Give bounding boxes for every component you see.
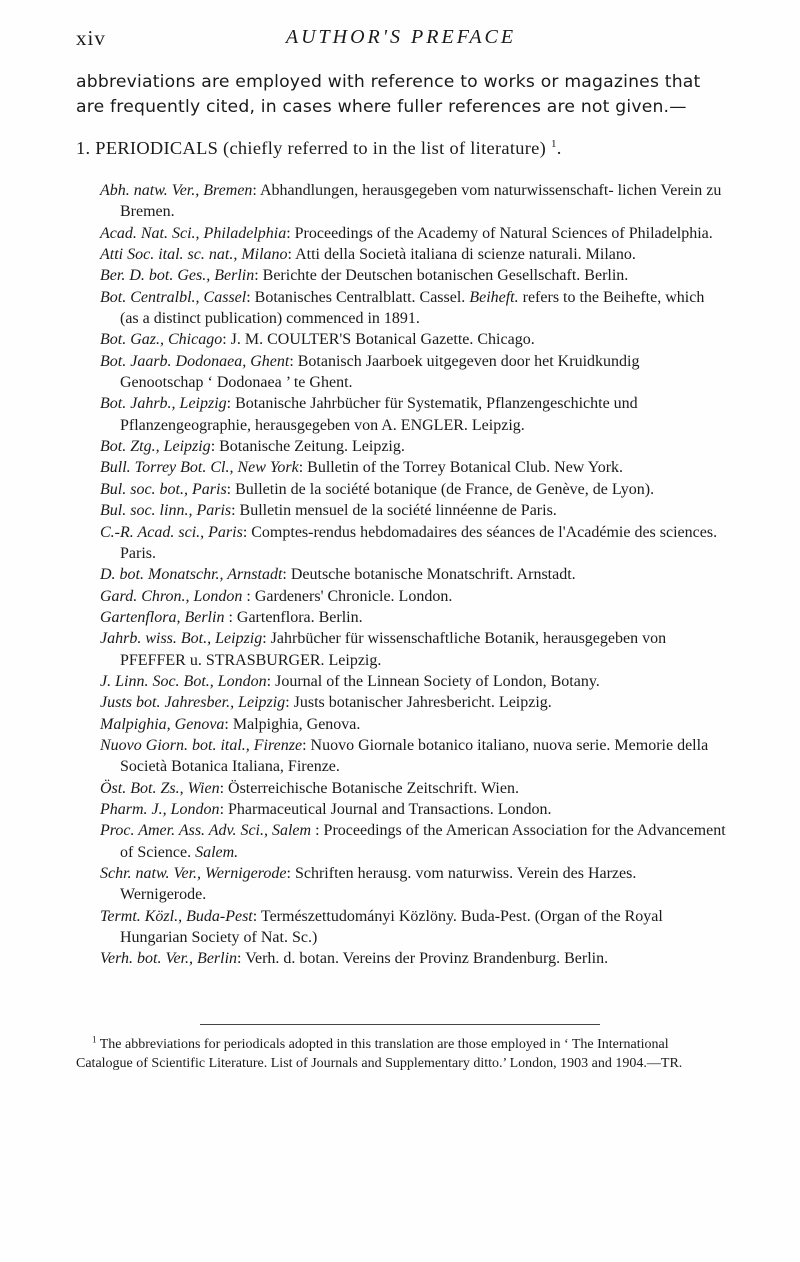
entry-bull-torrey: Bull. Torrey Bot. Cl., New York: Bulletin of the Torrey Botanical Club. New York. — [100, 459, 624, 477]
page-number: xiv — [76, 26, 106, 50]
entry-bul-soc-bot: Bul. soc. bot., Paris: Bulletin de la société botanique (de France, de Genève, de Lyon). — [100, 480, 655, 498]
entry-gard-chron: Gard. Chron., London : Gardeners' Chronicle. London. — [100, 587, 453, 605]
entry-schr-natw-ver: Schr. natw. Ver., Wernigerode: Schriften herausg. vom naturwiss. Verein des Harzes. Wernigerode. — [100, 865, 637, 904]
entry-bot-jaarb: Bot. Jaarb. Dodonaea, Ghent: Botanisch Jaarboek uitgegeven door het Kruidkundig Genootschap ‘ Dodonaea ’ te Ghent. — [100, 352, 640, 392]
entry-atti-soc-ital: Atti Soc. ital. sc. nat., Milano: Atti della Società italiana di scienze naturali. Milano. — [100, 246, 636, 264]
entry-justs-bot-jahresber: Justs bot. Jahresber., Leipzig: Justs botanischer Jahresbericht. Leipzig. — [100, 694, 552, 712]
entry-proc-amer-ass: Proc. Amer. Ass. Adv. Sci., Salem : Proceedings of the American Association for the Advancement of Science. Salem. — [100, 822, 726, 861]
page-header — [76, 26, 726, 56]
periodicals-list — [100, 180, 726, 970]
intro-paragraph: abbreviations are employed with reference to works or magazines that are frequently cited, in cases where fuller references are not given.— — [76, 72, 701, 117]
running-title: AUTHOR'S PREFACE — [285, 26, 517, 48]
footnote-number: 1 — [92, 1034, 97, 1045]
section-heading — [76, 136, 726, 160]
entry-termt-kozl: Termt. Közl., Buda-Pest: Természettudományi Közlöny. Buda-Pest. (Organ of the Royal Hungarian Society of Nat. Sc.) — [100, 907, 663, 947]
entry-bul-soc-linn: Bul. soc. linn., Paris: Bulletin mensuel de la société linnéenne de Paris. — [100, 502, 557, 520]
footnote-text: The abbreviations for periodicals adopted in this translation are those employed in ‘ The International Catalogue of Scientific Literature. List of Journals and Supplementary ditto.’ London, 1903 and 1904.—TR. — [76, 1037, 683, 1071]
entry-verh-bot-ver: Verh. bot. Ver., Berlin: Verh. d. botan. Vereins der Provinz Brandenburg. Berlin. — [100, 950, 609, 968]
entry-bot-ztg: Bot. Ztg., Leipzig: Botanische Zeitung. Leipzig. — [100, 438, 405, 456]
entry-bot-centralbl: Bot. Centralbl., Cassel: Botanisches Centralblatt. Cassel. Beiheft. refers to the Beihefte, which (as a distinct publication) commenced in 1891. — [100, 288, 705, 328]
section-heading-text: 1. PERIODICALS (chiefly referred to in the list of literature) — [76, 138, 547, 158]
footnote — [76, 1036, 726, 1073]
entry-j-linn-soc: J. Linn. Soc. Bot., London: Journal of the Linnean Society of London, Botany. — [100, 672, 600, 690]
entry-pharm-j: Pharm. J., London: Pharmaceutical Journal and Transactions. London. — [100, 800, 552, 818]
entry-gartenflora: Gartenflora, Berlin : Gartenflora. Berlin. — [100, 608, 363, 626]
entry-d-bot-monatschr: D. bot. Monatschr., Arnstadt: Deutsche botanische Monatschrift. Arnstadt. — [100, 566, 576, 584]
entry-ost-bot-zs: Öst. Bot. Zs., Wien: Österreichische Botanische Zeitschrift. Wien. — [100, 779, 519, 797]
entry-jahrb-wiss-bot: Jahrb. wiss. Bot., Leipzig: Jahrbücher für wissenschaftliche Botanik, herausgegeben von PFEFFER u. STRASBURGER. Leipzig. — [100, 630, 667, 669]
entry-bot-jahrb: Bot. Jahrb., Leipzig: Botanische Jahrbücher für Systematik, Pflanzengeschichte und Pflanzengeographie, herausgegeben von A. ENGLER. Leipzig. — [100, 395, 638, 434]
entry-c-r-acad-sci: C.-R. Acad. sci., Paris: Comptes-rendus hebdomadaires des séances de l'Académie des sciences. Paris. — [100, 523, 718, 562]
entry-ber-d-bot-ges: Ber. D. bot. Ges., Berlin: Berichte der Deutschen botanischen Gesellschaft. Berlin. — [100, 267, 629, 285]
entry-acad-nat-sci: Acad. Nat. Sci., Philadelphia: Proceedings of the Academy of Natural Sciences of Philadelphia. — [100, 224, 713, 242]
footnote-mark: 1 — [550, 137, 557, 150]
section-heading-end: . — [556, 138, 562, 158]
entry-abh-natw-ver: Abh. natw. Ver., Bremen: Abhandlungen, herausgegeben vom naturwissenschaft- lichen Verein zu Bremen. — [100, 182, 722, 221]
entry-nuovo-giorn: Nuovo Giorn. bot. ital., Firenze: Nuovo Giornale botanico italiano, nuova serie. Memorie della Società Botanica Italiana, Firenze. — [100, 736, 709, 776]
entry-malpighia: Malpighia, Genova: Malpighia, Genova. — [100, 715, 361, 733]
footnote-divider — [200, 1024, 600, 1025]
entry-bot-gaz: Bot. Gaz., Chicago: J. M. COULTER'S Botanical Gazette. Chicago. — [100, 331, 535, 349]
